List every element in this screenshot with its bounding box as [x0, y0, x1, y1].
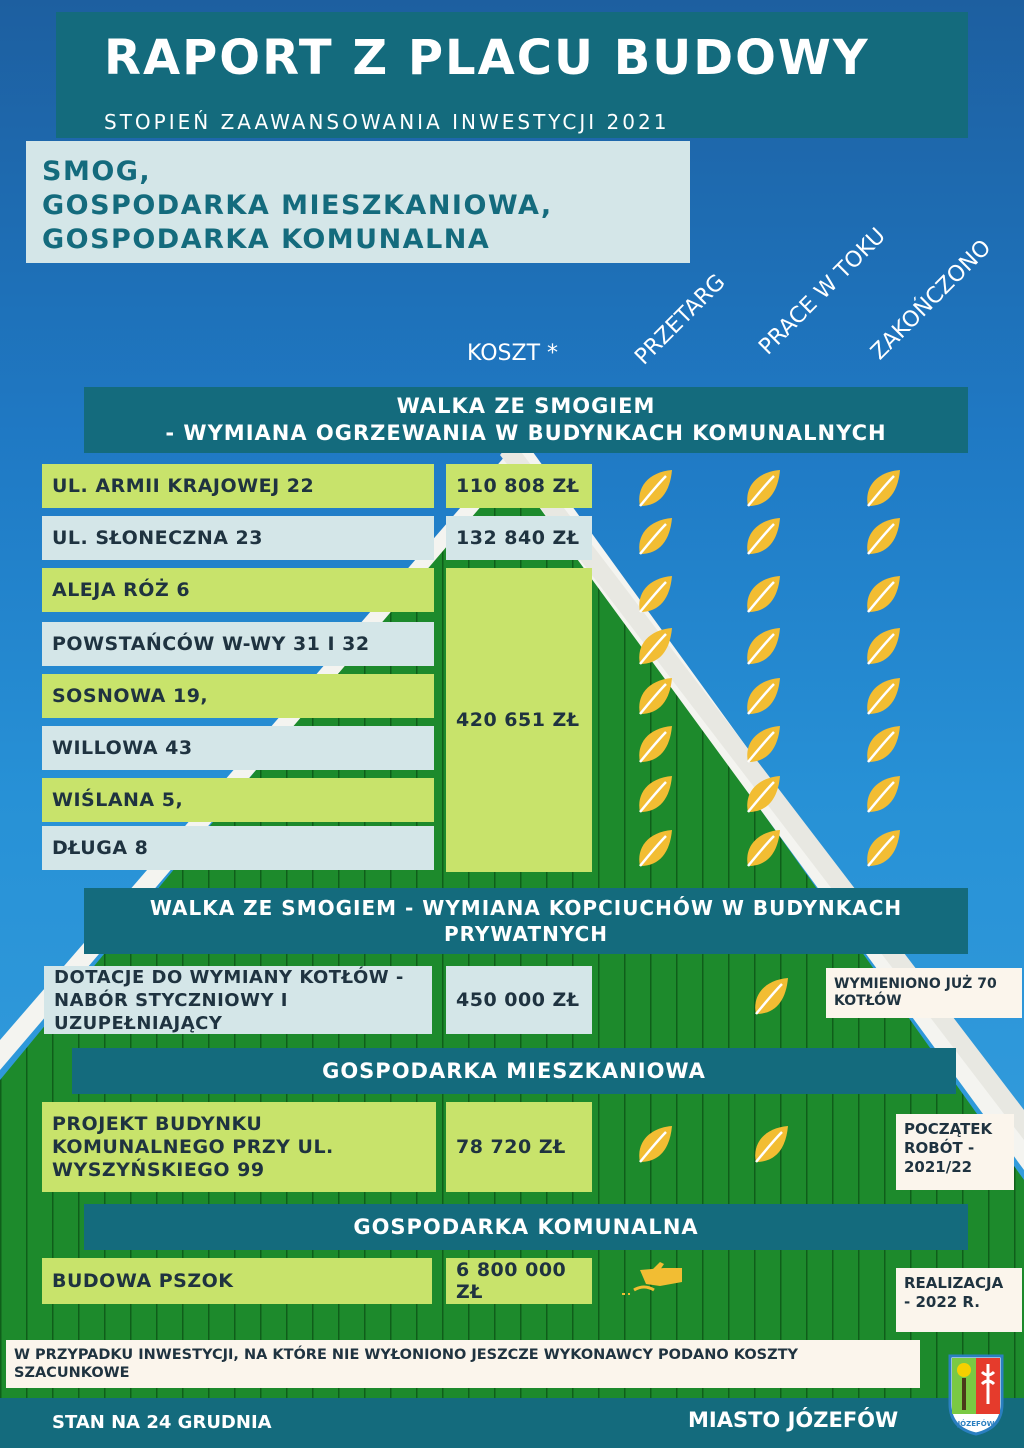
leaf-icon	[742, 626, 782, 668]
leaf-icon	[742, 724, 782, 766]
leaf-icon	[742, 828, 782, 870]
leaf-icon	[634, 724, 674, 766]
list-item: POWSTAŃCÓW W-WY 31 I 32	[42, 622, 434, 666]
cost-value: 78 720 ZŁ	[446, 1102, 592, 1192]
footnote: W PRZYPADKU INWESTYCJI, NA KTÓRE NIE WYŁONIONO JESZCZE WYKONAWCY PODANO KOSZTY SZACUNKOWE	[6, 1340, 920, 1388]
section-header-housing: GOSPODARKA MIESZKANIOWA	[72, 1048, 956, 1094]
section-header-smog-private	[84, 888, 968, 954]
list-item: SOSNOWA 19,	[42, 674, 434, 718]
leaf-icon	[634, 1124, 674, 1166]
status-note: WYMIENIONO JUŻ 70 KOTŁÓW	[826, 968, 1022, 1018]
leaf-icon	[862, 516, 902, 558]
leaf-icon	[862, 774, 902, 816]
category-line: SMOG,	[42, 156, 152, 187]
cost-value: 132 840 ZŁ	[446, 516, 592, 560]
list-item: UL. SŁONECZNA 23	[42, 516, 434, 560]
leaf-icon	[862, 626, 902, 668]
leaf-icon	[750, 1124, 790, 1166]
signing-hand-icon	[620, 1260, 686, 1298]
leaf-icon	[634, 828, 674, 870]
list-item: ALEJA RÓŻ 6	[42, 568, 434, 612]
leaf-icon	[862, 574, 902, 616]
category-line: GOSPODARKA MIESZKANIOWA,	[42, 190, 553, 221]
leaf-icon	[742, 516, 782, 558]
leaf-icon	[862, 676, 902, 718]
list-item: BUDOWA PSZOK	[42, 1258, 432, 1304]
footer-date: STAN NA 24 GRUDNIA	[52, 1412, 272, 1433]
crest-text: JÓZEFÓW	[957, 1420, 995, 1428]
leaf-icon	[742, 676, 782, 718]
list-item: UL. ARMII KRAJOWEJ 22	[42, 464, 434, 508]
leaf-icon	[862, 828, 902, 870]
section-header-communal: GOSPODARKA KOMUNALNA	[84, 1204, 968, 1250]
leaf-icon	[634, 574, 674, 616]
section-title: WALKA ZE SMOGIEM	[396, 394, 656, 418]
status-note: REALIZACJA - 2022 R.	[896, 1268, 1022, 1332]
leaf-icon	[862, 724, 902, 766]
leaf-icon	[634, 774, 674, 816]
leaf-icon	[742, 574, 782, 616]
section-title: PRYWATNYCH	[443, 922, 609, 946]
leaf-icon	[862, 468, 902, 510]
page-subtitle: STOPIEŃ ZAAWANSOWANIA INWESTYCJI 2021	[104, 110, 670, 134]
section-header-smog-heating	[84, 387, 968, 453]
page-title: RAPORT Z PLACU BUDOWY	[104, 30, 870, 86]
list-item: PROJEKT BUDYNKU KOMUNALNEGO PRZY UL. WYSZYŃSKIEGO 99	[42, 1102, 436, 1192]
column-header-cost: KOSZT *	[467, 341, 559, 366]
section-title: - WYMIANA OGRZEWANIA W BUDYNKACH KOMUNALNYCH	[165, 421, 887, 445]
footer-city: MIASTO JÓZEFÓW	[688, 1408, 899, 1432]
category-line: GOSPODARKA KOMUNALNA	[42, 224, 491, 255]
section-title: WALKA ZE SMOGIEM - WYMIANA KOPCIUCHÓW W BUDYNKACH	[149, 896, 903, 920]
list-item: WILLOWA 43	[42, 726, 434, 770]
cost-value: 110 808 ZŁ	[446, 464, 592, 508]
leaf-icon	[634, 468, 674, 510]
leaf-icon	[634, 676, 674, 718]
cost-value: 6 800 000 ZŁ	[446, 1258, 592, 1304]
status-note: POCZĄTEK ROBÓT - 2021/22	[896, 1114, 1014, 1190]
list-item: WIŚLANA 5,	[42, 778, 434, 822]
leaf-icon	[742, 468, 782, 510]
cost-value: 450 000 ZŁ	[446, 966, 592, 1034]
list-item: DOTACJE DO WYMIANY KOTŁÓW - NABÓR STYCZNIOWY I UZUPEŁNIAJĄCY	[44, 966, 432, 1034]
leaf-icon	[634, 626, 674, 668]
column-header-done: ZAKOŃCZONO	[866, 235, 997, 365]
leaf-icon	[742, 774, 782, 816]
column-header-works: PRACE W TOKU	[754, 223, 891, 360]
column-header-tender: PRZETARG	[630, 269, 731, 370]
leaf-icon	[750, 976, 790, 1018]
cost-value-group: 420 651 ZŁ	[446, 568, 592, 872]
list-item: DŁUGA 8	[42, 826, 434, 870]
leaf-icon	[634, 516, 674, 558]
